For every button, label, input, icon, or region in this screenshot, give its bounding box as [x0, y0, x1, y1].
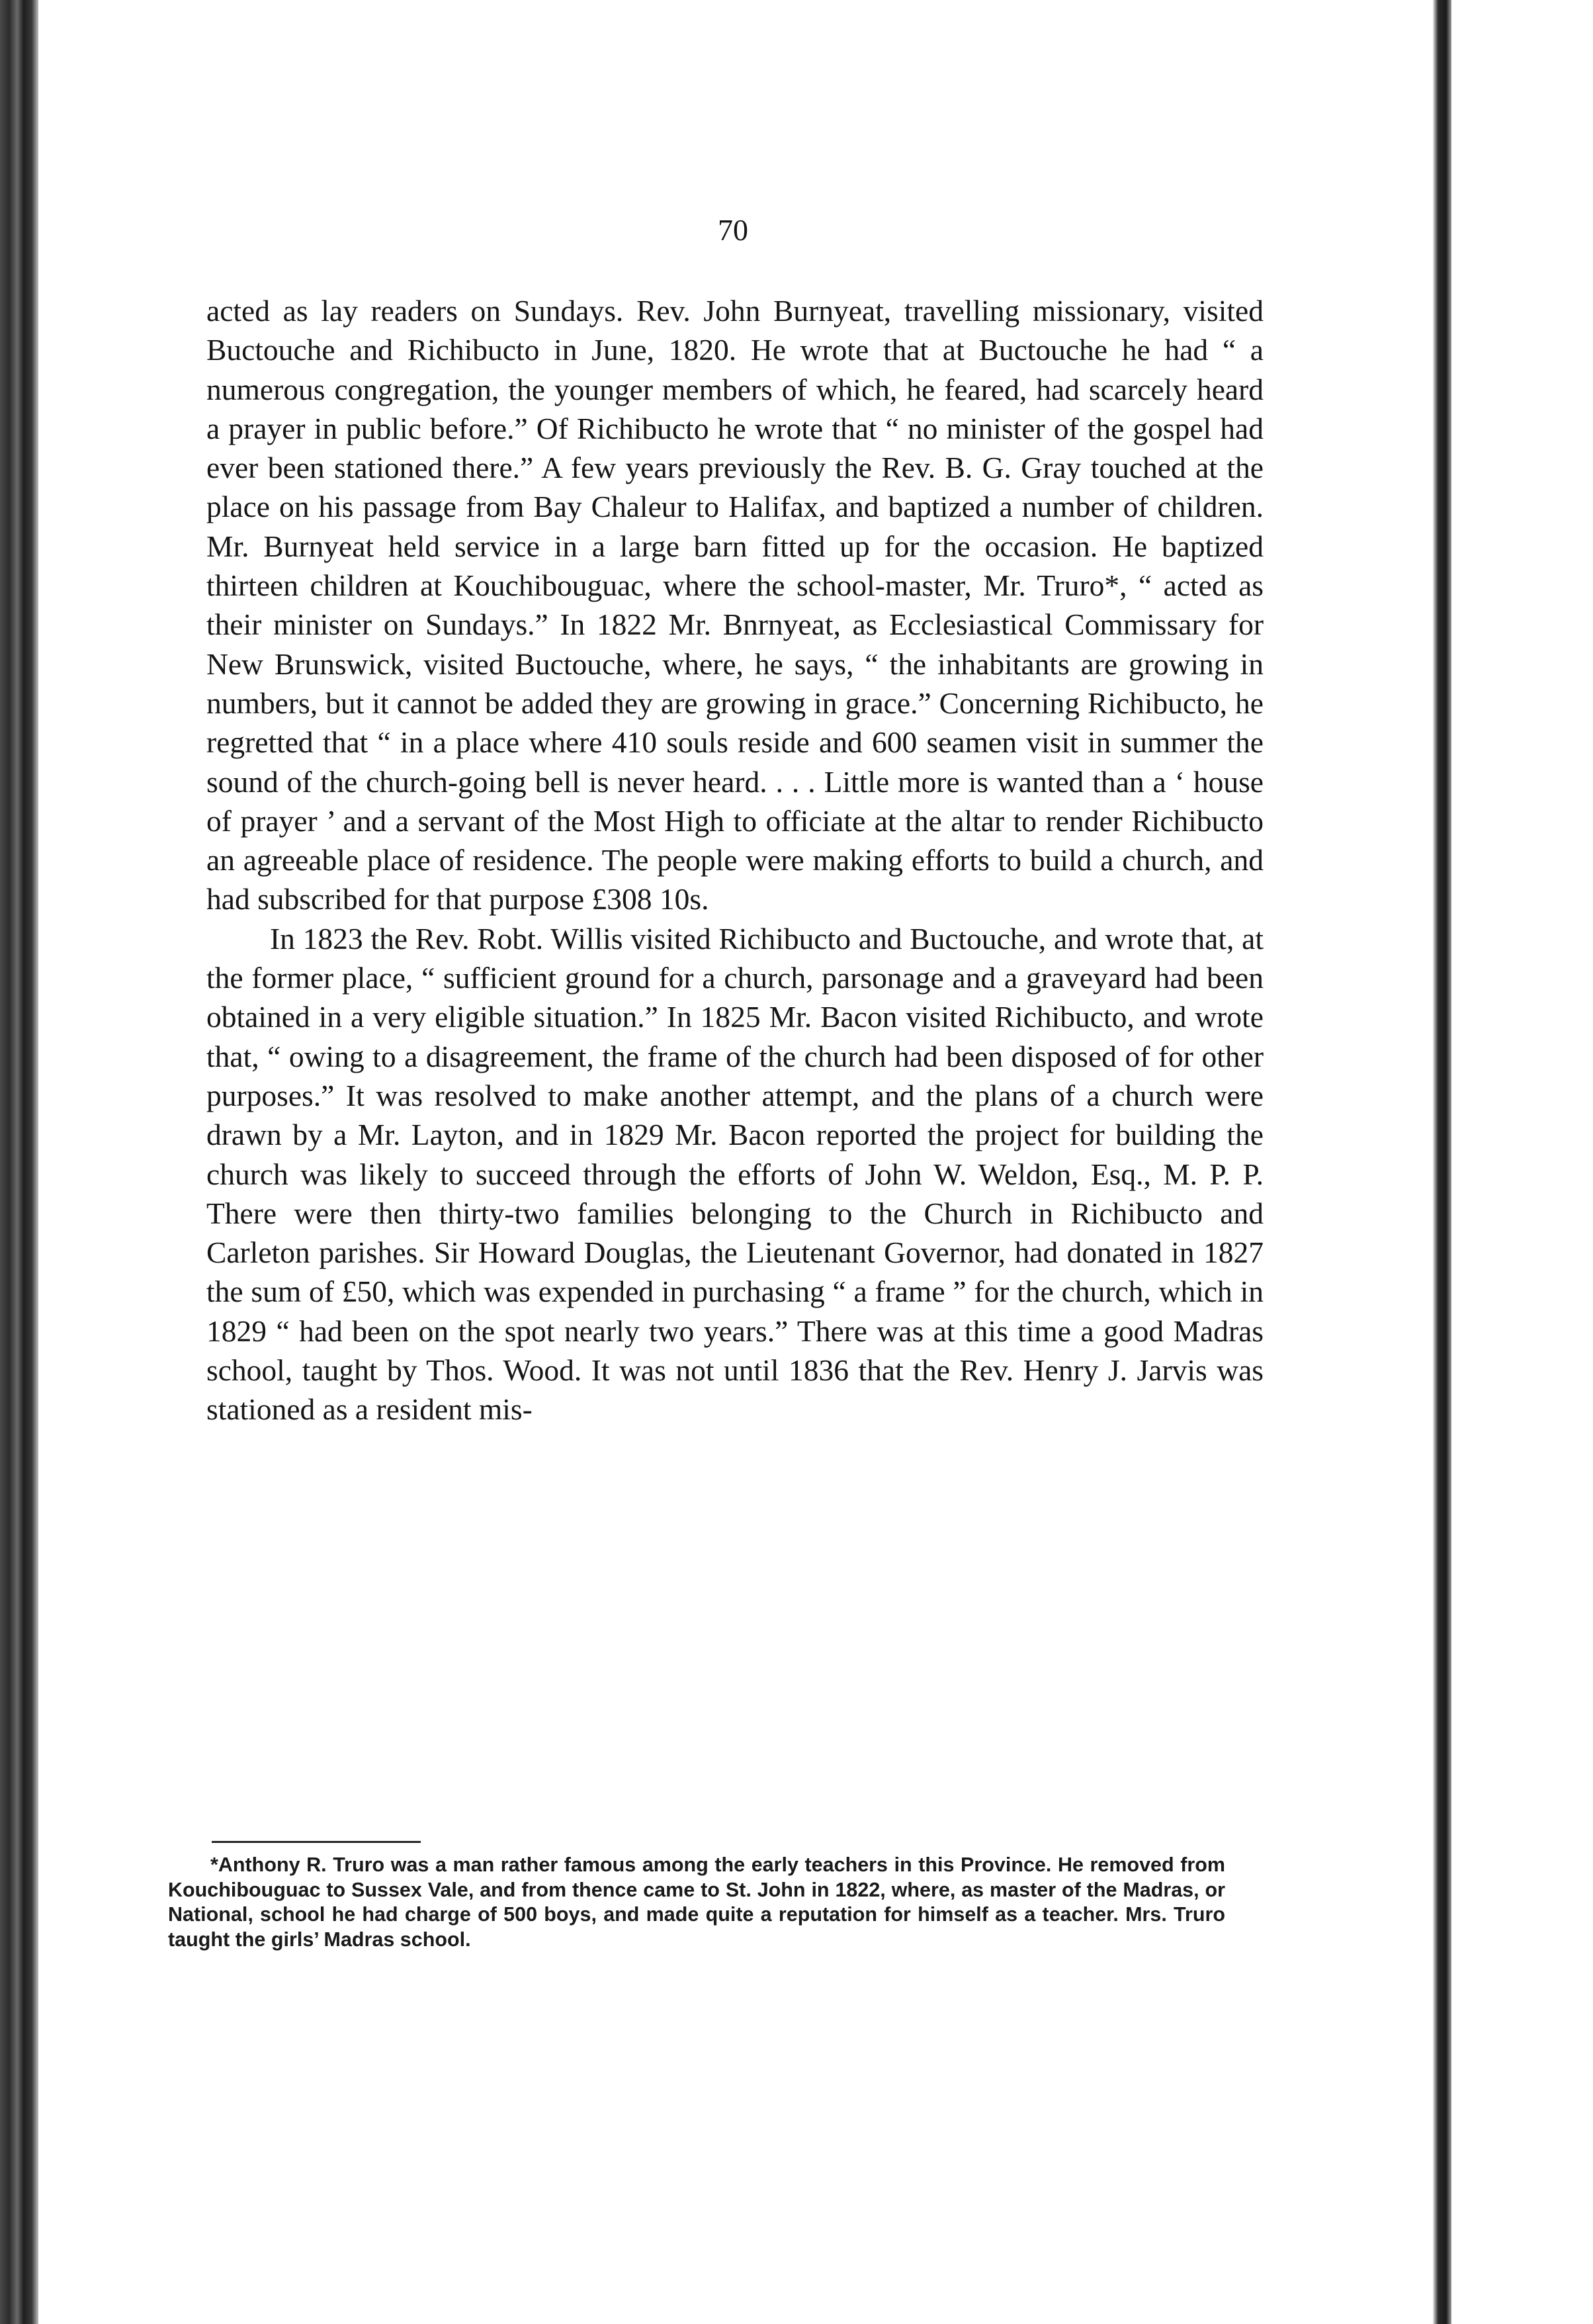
body-text: [206, 291, 1264, 1429]
scan-left-edge: [0, 0, 38, 2324]
facing-page-margin: [1451, 0, 1593, 2324]
paragraph-1: acted as lay readers on Sundays. Rev. John Burnyeat, travelling missionary, visited Buctouche and Richibucto in June, 1820. He wrote that at Buctouche he had “ a numerous congregation, the younger members of which, he feared, had scarcely heard a prayer in public before.” Of Richibucto he wrote that “ no minister of the gospel had ever been stationed there.” A few years previously the Rev. B. G. Gray touched at the place on his passage from Bay Chaleur to Halifax, and baptized a number of children. Mr. Burnyeat held service in a large barn fitted up for the occasion. He baptized thirteen children at Kouchibouguac, where the school-master, Mr. Truro*, “ acted as their minister on Sundays.” In 1822 Mr. Bnrnyeat, as Ecclesiastical Commissary for New Brunswick, visited Buctouche, where, he says, “ the inhabitants are growing in numbers, but it cannot be added they are growing in grace.” Concerning Richibucto, he regretted that “ in a place where 410 souls reside and 600 seamen visit in summer the sound of the church-going bell is never heard. . . . Little more is wanted than a ‘ house of prayer ’ and a servant of the Most High to officiate at the altar to render Richibucto an agreeable place of residence. The people were making efforts to build a church, and had subscribed for that purpose £308 10s.: [206, 294, 1264, 916]
book-page: [38, 0, 1433, 2324]
paragraph-2: In 1823 the Rev. Robt. Willis visited Richibucto and Buctouche, and wrote that, at the former place, “ sufficient ground for a church, parsonage and a graveyard had been obtained in a very eligible situation.” In 1825 Mr. Bacon visited Richibucto, and wrote that, “ owing to a disagreement, the frame of the church had been disposed of for other purposes.” It was resolved to make another attempt, and the plans of a church were drawn by a Mr. Layton, and in 1829 Mr. Bacon reported the project for building the church was likely to succeed through the efforts of John W. Weldon, Esq., M. P. P. There were then thirty-two families belonging to the Church in Richibucto and Carleton parishes. Sir Howard Douglas, the Lieutenant Governor, had donated in 1827 the sum of £50, which was expended in purchasing “ a frame ” for the church, which in 1829 “ had been on the spot nearly two years.” There was at this time a good Madras school, taught by Thos. Wood. It was not until 1836 that the Rev. Henry J. Jarvis was stationed as a resident mis-: [206, 921, 1264, 1427]
page-number: 70: [718, 213, 748, 247]
footnote-divider: [212, 1841, 421, 1843]
footnote: *Anthony R. Truro was a man rather famous among the early teachers in this Province. He removed from Kouchibouguac to Sussex Vale, and from thence came to St. John in 1822, where, as master of the Madras, or National, school he had charge of 500 boys, and made quite a reputation for himself as a teacher. Mrs. Truro taught the girls’ Madras school.: [168, 1854, 1225, 1951]
scan-right-edge: [1433, 0, 1451, 2324]
